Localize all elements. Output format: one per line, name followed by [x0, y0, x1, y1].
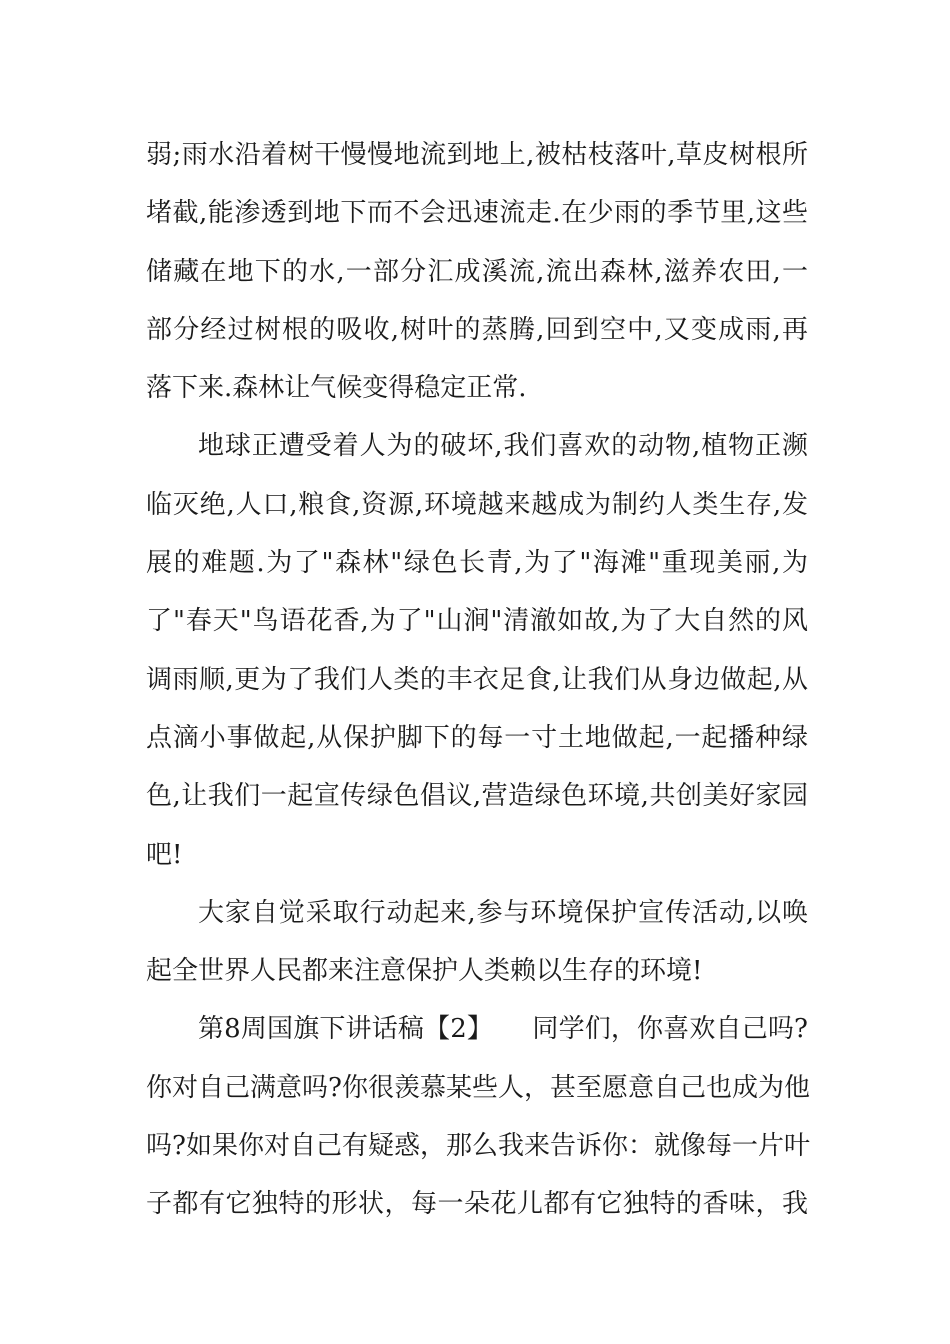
text-line: 子都有它独特的形状，每一朵花儿都有它独特的香味，我 — [146, 1189, 808, 1220]
text-line: 储藏在地下的水,一部分汇成溪流,流出森林,滋养农田,一 — [146, 256, 808, 287]
text-line: 地球正遭受着人为的破坏,我们喜欢的动物,植物正濒 — [198, 431, 808, 462]
text-line: 堵截,能渗透到地下而不会迅速流走.在少雨的季节里,这些 — [146, 198, 808, 229]
text-line: 落下来.森林让气候变得稳定正常. — [146, 373, 527, 404]
text-line: 临灭绝,人口,粮食,资源,环境越来越成为制约人类生存,发 — [146, 489, 808, 520]
text-line: 展的难题.为了"森林"绿色长青,为了"海滩"重现美丽,为 — [146, 548, 808, 579]
text-line: 第8周国旗下讲话稿【2】 同学们，你喜欢自己吗? — [198, 1014, 808, 1045]
text-line: 点滴小事做起,从保护脚下的每一寸土地做起,一起播种绿 — [146, 722, 808, 753]
text-line: 大家自觉采取行动起来,参与环境保护宣传活动,以唤 — [198, 897, 808, 928]
document-body — [146, 126, 808, 1234]
text-line: 吧! — [146, 839, 183, 870]
text-line: 起全世界人民都来注意保护人类赖以生存的环境! — [146, 956, 703, 987]
text-line: 部分经过树根的吸收,树叶的蒸腾,回到空中,又变成雨,再 — [146, 314, 808, 345]
text-line: 吗?如果你对自己有疑惑，那么我来告诉你：就像每一片叶 — [146, 1131, 810, 1162]
text-line: 你对自己满意吗?你很羡慕某些人，甚至愿意自己也成为他 — [146, 1072, 810, 1103]
text-line: 弱;雨水沿着树干慢慢地流到地上,被枯枝落叶,草皮树根所 — [146, 140, 808, 170]
text-line: 了"春天"鸟语花香,为了"山涧"清澈如故,为了大自然的风 — [146, 606, 808, 637]
text-line: 调雨顺,更为了我们人类的丰衣足食,让我们从身边做起,从 — [146, 664, 808, 695]
text-line: 色,让我们一起宣传绿色倡议,营造绿色环境,共创美好家园 — [146, 781, 808, 812]
